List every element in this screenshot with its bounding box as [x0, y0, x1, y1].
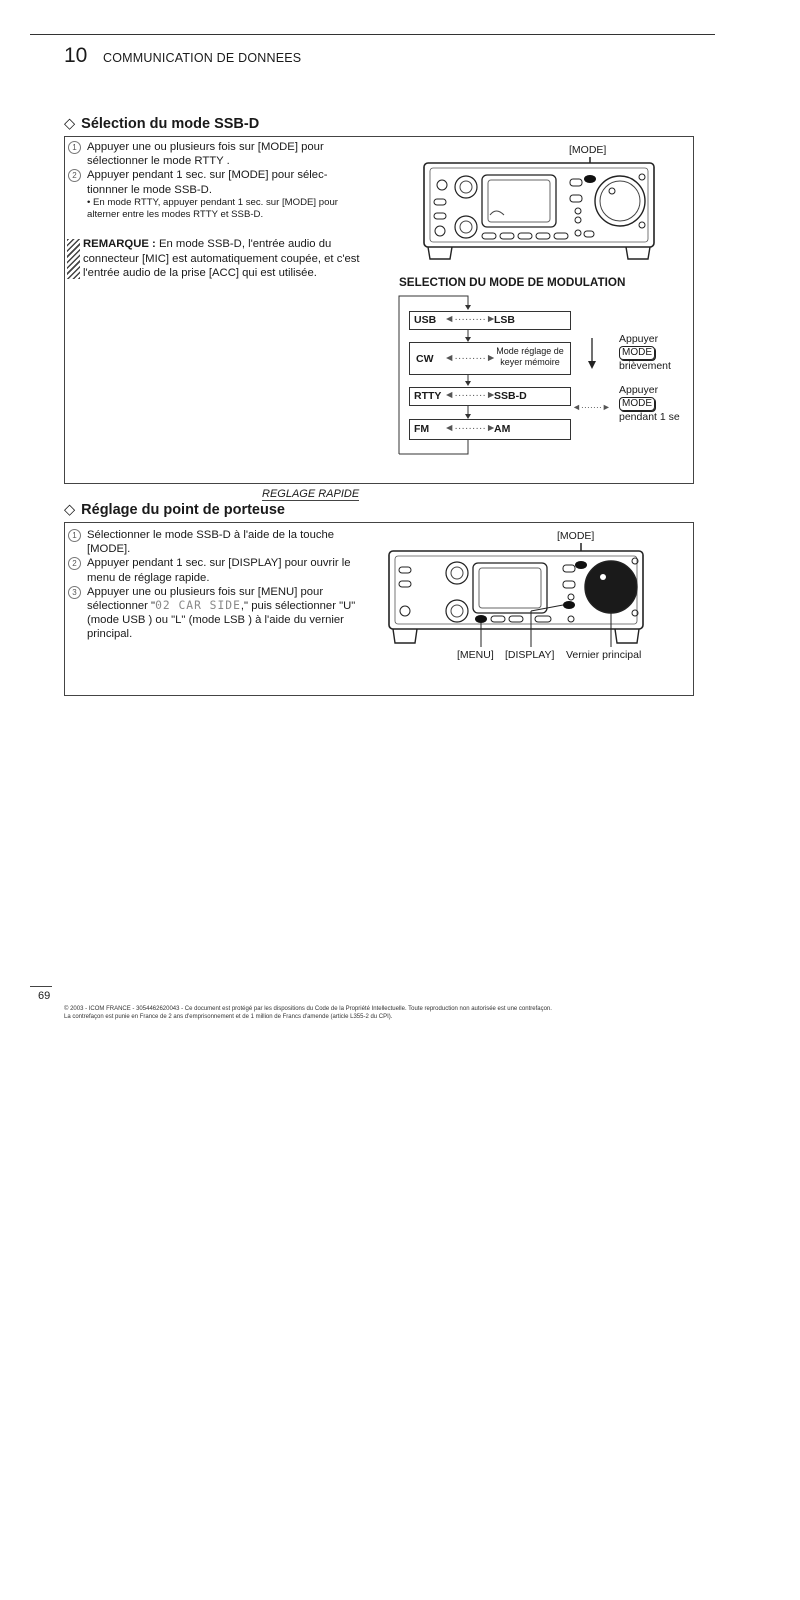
step-text: Appuyer pendant 1 sec. sur [MODE] pour sélec-tionnner le mode SSB-D.	[87, 169, 328, 196]
toggle-dots: ◄·········►	[444, 352, 497, 364]
mode-ssbd: SSB-D	[494, 390, 527, 402]
lcd-menu-text: 02 CAR SIDE	[155, 599, 241, 613]
footer-rule	[30, 986, 52, 987]
press-long-verb: Appuyer	[619, 384, 659, 396]
remark-block	[67, 237, 379, 281]
toggle-dots: ◄·········►	[444, 313, 497, 325]
toggle-dots: ◄·········►	[444, 389, 497, 401]
step-text: Sélectionner le mode SSB-D à l'aide de la touche [MODE].	[87, 529, 335, 556]
remark-text: En mode SSB-D, l'entrée audio du connecteur [MIC] est automatiquement coupée, et c'est l'entrée audio de la prise [ACC] qui est utilisée.	[83, 238, 360, 280]
footer-page-label: 69	[38, 990, 51, 1002]
steps-list-carrier	[67, 528, 363, 642]
mode-row-cw-keyer	[409, 342, 571, 375]
step-text-before: Appuyer une ou plusieurs fois sur [MENU] pour sélectionner "	[87, 585, 324, 613]
step-subnote: • En mode RTTY, appuyer pendant 1 sec. sur [MODE] pour alterner entre les modes RTTY et SSB-D.	[87, 196, 338, 220]
section-title-text: Sélection du mode SSB-D	[81, 116, 260, 132]
remark-label: REMARQUE :	[83, 238, 156, 250]
footer-line-1: © 2003 - ICOM FRANCE - 3054462620043 - Ce document est protégé par les dispositions du Code de la Propriété Intellectuelle. Toute reproduction non autorisée est une contrefaçon.	[64, 1006, 552, 1012]
press-short-suffix: brièvement	[619, 360, 671, 372]
step-text: Appuyer pendant 1 sec. sur [DISPLAY] pour ouvrir le menu de réglage rapide.	[87, 557, 351, 584]
mode-row-usb-lsb	[409, 311, 571, 330]
press-short-verb: Appuyer	[619, 333, 659, 345]
step-number: 2	[68, 169, 81, 182]
step-text: Appuyer une ou plusieurs fois sur [MODE] pour sélectionner le mode RTTY .	[87, 141, 324, 168]
section-title-text: Réglage du point de porteuse	[81, 502, 285, 518]
step-number: 1	[68, 141, 81, 154]
diagram-title: SELECTION DU MODE DE MODULATION	[399, 276, 626, 289]
mode-row-rtty-ssbd	[409, 387, 571, 406]
toggle-dots: ◄·········►	[444, 422, 497, 434]
radio2-front-panel-illustration	[385, 541, 655, 651]
page-number: 10	[64, 44, 88, 67]
mode-row-fm-am	[409, 419, 571, 440]
press-long-suffix: pendant 1 se	[619, 411, 680, 423]
chapter-title: COMMUNICATION DE DONNEES	[103, 51, 302, 65]
footer-line-2: La contrefaçon est punie en France de 2 ans d'emprisonnement et de 1 million de Francs d'amende (article L355-2 du CPI).	[64, 1014, 393, 1020]
section-title-carrier	[64, 502, 285, 518]
step-item	[67, 140, 363, 168]
footer-copyright	[64, 1005, 704, 1021]
header-rule	[30, 34, 715, 35]
section-title-ssbd	[64, 116, 259, 132]
mode-key-icon: MODE	[619, 346, 655, 360]
diamond-icon: ◇	[64, 116, 76, 132]
step-item	[67, 585, 363, 642]
press-short-legend	[619, 333, 671, 373]
radio-front-panel-illustration	[420, 155, 660, 263]
radio2-label-menu: [MENU]	[457, 649, 494, 661]
mode-key-icon: MODE	[619, 397, 655, 411]
steps-list-ssbd	[67, 140, 363, 221]
step-number: 1	[68, 529, 81, 542]
radio2-label-main-dial: Vernier principal	[566, 649, 642, 661]
remark-hatch-icon	[67, 239, 80, 279]
step-item	[67, 168, 363, 196]
radio2-label-display: [DISPLAY]	[505, 649, 555, 661]
step-number: 2	[68, 557, 81, 570]
mode-usb: USB	[414, 314, 437, 326]
mode-fm: FM	[414, 423, 430, 435]
press-long-legend	[619, 384, 680, 424]
mode-keyer-memory: Mode réglage de keyer mémoire	[496, 346, 564, 367]
mode-lsb: LSB	[494, 314, 515, 326]
diamond-icon: ◇	[64, 502, 76, 518]
step-item	[67, 528, 363, 556]
mode-am: AM	[494, 423, 511, 435]
toggle-dots-legend: ◄·······►	[572, 402, 611, 412]
step-text-after: ," puis sélectionner "U" (mode USB ) ou "L" (mode LSB ) à l'aide du vernier principal.	[87, 600, 356, 641]
radio-label-mode: [MODE]	[569, 144, 607, 156]
quick-setting-label: REGLAGE RAPIDE	[262, 488, 360, 500]
down-arrow-icon	[585, 336, 599, 372]
step-number: 3	[68, 586, 81, 599]
radio2-label-mode: [MODE]	[557, 530, 595, 542]
mode-cw: CW	[416, 353, 434, 365]
step-item	[67, 556, 363, 584]
mode-rtty: RTTY	[414, 390, 442, 402]
